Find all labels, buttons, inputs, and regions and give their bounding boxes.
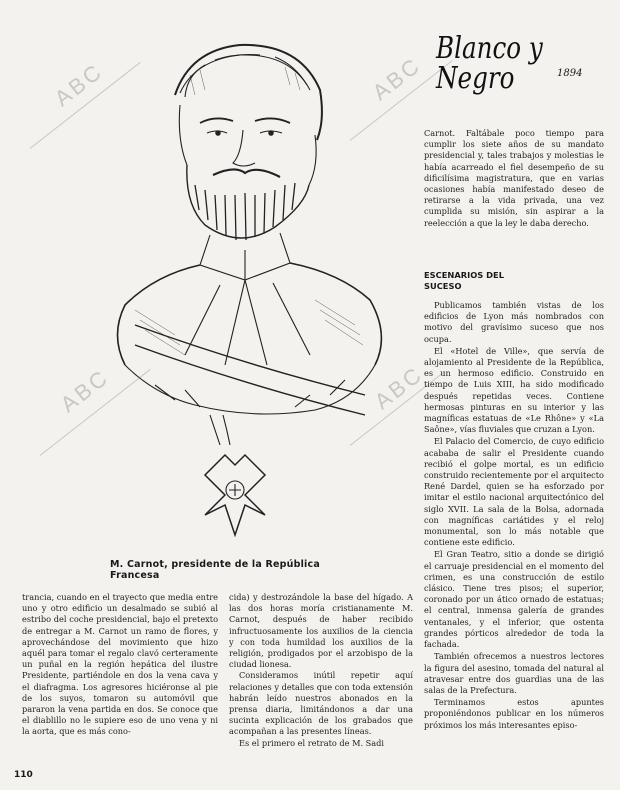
paragraph: Publicamos también vistas de los edificios de Lyon más nombrados con motivo del gravísimo suceso que nos ocupa. (424, 300, 604, 344)
paragraph: trancia, cuando en el trayecto que media entre uno y otro edificio un desalmado se subió al estribo del coche presidencial, bajo el pretexto de entregar a M. Carnot un ramo de flores, y aprovechándose del movimiento que hizo aquél para tomar el regalo clavó certeramente un puñal en la región hepática del ilustre Presidente, partiéndole en dos la vena cava y el diafragma. Los agresores hiciéronse al pie de los suyos, tomaron su automóvil que pararon la vena partida en dos. Se conoce que el diablillo no le supiere eso de uno vena y ni la aorta, que es más cono- (22, 592, 218, 737)
page-number: 110 (14, 770, 33, 780)
paragraph: Carnot. Faltábale poco tiempo para cumplir los siete años de su mandato presidencial y, tales trabajos y molestias le había acarreado el fiel desempeño de su dificilísima magistratura, que en varias ocasiones había manifestado deseo de retirarse a la vida privada, una vez cumplida su misión, sin aspirar a la reelección a que la ley le daba derecho. (424, 128, 604, 228)
left-column (22, 592, 218, 738)
right-column-top (424, 128, 604, 229)
paragraph: El Gran Teatro, sitio a donde se dirigió el carruaje presidencial en el momento del crimen, es una construcción de estilo clásico. Tiene tres pisos; el superior, coronado por un ático ornado de estatuas; el central, inmensa galería de grandes ventanales, y el inferior, que ostenta grandes pórticos alrededor de toda la fachada. (424, 549, 604, 650)
paragraph: Consideramos inútil repetir aquí relaciones y detalles que con toda extensión habrán leído nuestros abonados en la prensa diaria, limitándonos a dar una sucinta explicación de los grabados que acompañan a las presentes líneas. (229, 670, 413, 737)
section-heading: ESCENARIOS DEL SUCESO (424, 270, 504, 291)
masthead-title: Blanco y Negro (436, 31, 543, 96)
watermark-4: ABC (369, 361, 428, 415)
portrait-engraving (95, 35, 395, 555)
watermark-1: ABC (49, 58, 108, 112)
paragraph: Es el primero el retrato de M. Sadi (239, 737, 385, 748)
watermark-3: ABC (55, 364, 114, 418)
watermark-2: ABC (367, 52, 426, 106)
middle-column (229, 592, 413, 749)
masthead-year: 1894 (557, 68, 583, 79)
paragraph: Terminamos estos apuntes proponiéndonos publicar en los números próximos los más interesantes episo- (424, 697, 604, 730)
portrait-caption: M. Carnot, presidente de la República Francesa (110, 559, 320, 581)
paragraph: El Palacio del Comercio, de cuyo edificio acababa de salir el Presidente cuando recibió el golpe mortal, es un edificio construido recientemente por el arquitecto René Dardel, quien se ha esforzado por imitar el estilo nacional arquitectónico del siglo XVII. La sala de la Bolsa, adornada con magníficas cariátides y el reloj monumental, son lo más notable que contiene este edificio. (424, 436, 604, 548)
paragraph: El «Hotel de Ville», que servía de alojamiento al Presidente de la República, es un hermoso edificio. Construido en tiempo de Luis XIII, ha sido modificado después repetidas veces. Contiene hermosas pinturas en su interior y las magníficas estatuas de «Le Rhône» y «La Saône», vías fluviales que cruzan a Lyon. (424, 345, 604, 435)
paragraph: También ofrecemos a nuestros lectores la figura del asesino, tomada del natural al atravesar entre dos guardias una de las salas de la Prefectura. (424, 651, 604, 695)
paragraph: cida) y destrozándole la base del hígado. A las dos horas moría cristianamente M. Carnot, después de haber recibido infructuosamente los auxilios de la ciencia y con toda humildad los auxilios de la religión, prodigados por el arzobispo de la ciudad lionesa. (229, 592, 413, 670)
right-column-bottom (424, 300, 604, 732)
